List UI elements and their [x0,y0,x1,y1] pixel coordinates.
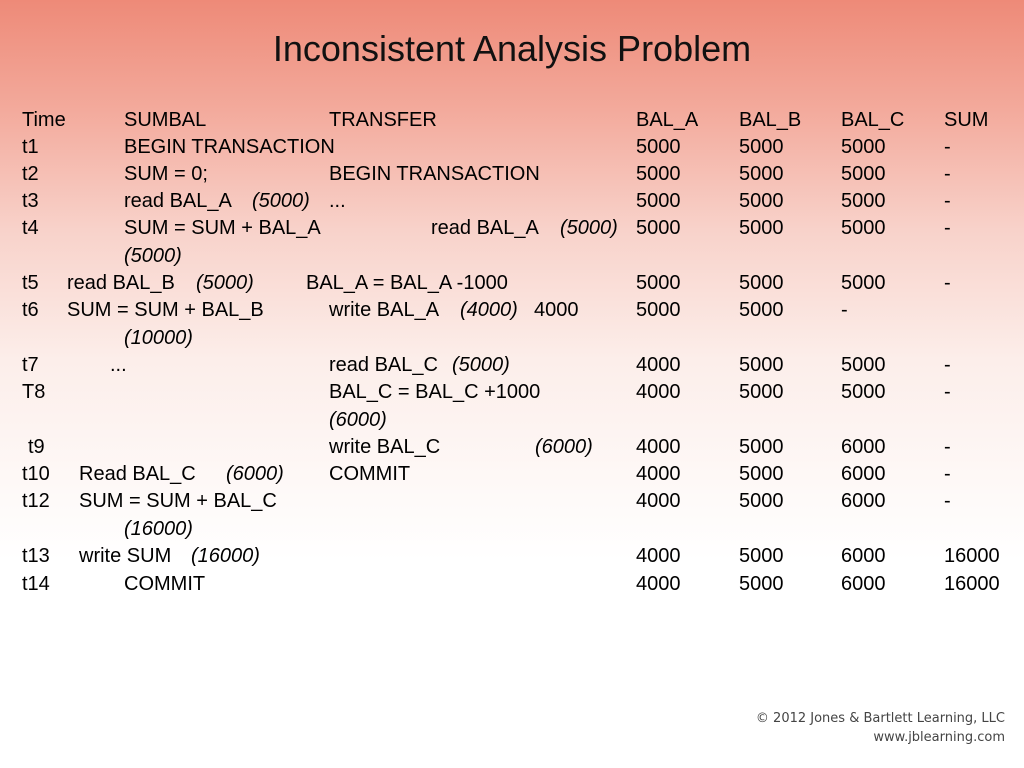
row-bal-b: 5000 [739,463,784,485]
row-bal-a: 4000 [636,381,681,403]
row-sumbal: SUM = SUM + BAL_C [79,490,277,512]
row-bal-a: 5000 [636,163,681,185]
row-sumbal: SUM = 0; [124,163,208,185]
row-bal-b: 5000 [739,436,784,458]
row-sumbal-value: (10000) [124,327,193,349]
row-sumbal-value: (5000) [124,245,182,267]
row-bal-c: 5000 [841,381,886,403]
copyright-line: © 2012 Jones & Bartlett Learning, LLC [755,711,1005,726]
row-bal-b: 5000 [739,136,784,158]
row-time: t13 [22,545,50,567]
header-bal-a: BAL_A [636,109,699,131]
copyright-notice [756,709,1005,747]
row-sumbal: BEGIN TRANSACTION [124,136,335,158]
row-transfer-value: (6000) [329,409,387,431]
row-sumbal-value: (16000) [124,518,193,540]
row-bal-b: 5000 [739,190,784,212]
row-transfer: write BAL_C [329,436,441,458]
row-bal-b: 5000 [739,573,784,595]
slide-title: Inconsistent Analysis Problem [272,28,752,69]
row-transfer-value: (5000) [560,217,618,239]
row-sum: 16000 [944,545,1000,567]
row-bal-a: 4000 [636,463,681,485]
row-bal-c: 6000 [841,573,886,595]
row-transfer: write BAL_A [329,299,440,321]
row-bal-c: 5000 [841,190,886,212]
row-sumbal: read BAL_A [124,190,232,212]
row-sum: - [944,163,951,185]
row-sum: - [944,190,951,212]
row-sumbal: COMMIT [124,573,206,595]
header-transfer: TRANSFER [329,109,437,131]
row-bal-b: 5000 [739,217,784,239]
row-bal-c: 5000 [841,272,886,294]
row-bal-c: 5000 [841,136,886,158]
row-bal-a: 4000 [636,490,681,512]
row-sumbal: SUM = SUM + BAL_B [67,299,264,321]
row-sumbal-value: (5000) [196,272,254,294]
row-time: t12 [22,490,50,512]
row-bal-b: 5000 [739,299,784,321]
row-transfer: BAL_A = BAL_A -1000 [306,272,508,294]
row-sum: - [944,381,951,403]
row-time: t14 [22,573,50,595]
row-transfer: read BAL_C [329,354,438,376]
row-bal-b: 5000 [739,354,784,376]
row-sumbal-value: (5000) [252,190,310,212]
row-sum: - [944,354,951,376]
row-bal-c: 5000 [841,354,886,376]
header-time: Time [22,109,66,131]
row-transfer: ... [329,190,346,212]
row-bal-b: 5000 [739,272,784,294]
row-sum: - [944,217,951,239]
row-sumbal-value: (6000) [226,463,284,485]
row-transfer: BAL_C = BAL_C +1000 [329,381,541,403]
row-bal-c: 6000 [841,545,886,567]
row-transfer: read BAL_A [431,217,539,239]
row-time: T8 [22,381,46,403]
row-time: t4 [22,217,39,239]
row-sum: - [944,436,951,458]
row-time: t3 [22,190,39,212]
row-bal-b: 5000 [739,163,784,185]
row-bal-c: 6000 [841,436,886,458]
row-bal-b: 5000 [739,381,784,403]
row-time: t10 [22,463,50,485]
row-bal-a: 4000 [636,545,681,567]
row-transfer-value: (5000) [452,354,510,376]
row-time: t1 [22,136,39,158]
row-bal-a: 4000 [636,354,681,376]
header-sumbal: SUMBAL [124,109,207,131]
row-bal-c: 6000 [841,463,886,485]
website-url: www.jblearning.com [873,730,1005,745]
row-bal-a: 5000 [636,272,681,294]
row-bal-c: 6000 [841,490,886,512]
row-sumbal: Read BAL_C [79,463,196,485]
row-transfer: BEGIN TRANSACTION [329,163,540,185]
row-bal-c: 5000 [841,217,886,239]
row-sum: 16000 [944,573,1000,595]
header-bal-b: BAL_B [739,109,802,131]
row-time: t6 [22,299,39,321]
row-bal-b: 5000 [739,545,784,567]
row-sum: - [944,463,951,485]
row-sum: - [944,136,951,158]
row-sumbal: ... [110,354,127,376]
row-bal-b: 5000 [739,490,784,512]
header-bal-c: BAL_C [841,109,905,131]
row-bal-a: 4000 [636,436,681,458]
row-time: t9 [28,436,45,458]
row-bal-a: 5000 [636,190,681,212]
row-time: t7 [22,354,39,376]
row-transfer-value: (6000) [535,436,593,458]
row-sum: - [944,490,951,512]
row-bal-a: 4000 [636,573,681,595]
row-bal-c: - [841,299,848,321]
row-bal-a: 5000 [636,136,681,158]
row-sum: - [944,272,951,294]
header-sum: SUM [944,109,989,131]
row-bal-a: 5000 [636,299,681,321]
row-transfer: COMMIT [329,463,411,485]
row-bal-c: 5000 [841,163,886,185]
row-sumbal: read BAL_B [67,272,175,294]
row-time: t2 [22,163,39,185]
row-sumbal-value: (16000) [191,545,260,567]
row-transfer-extra: 4000 [534,299,579,321]
row-time: t5 [22,272,39,294]
row-transfer-value: (4000) [460,299,518,321]
row-bal-a: 5000 [636,217,681,239]
row-sumbal: write SUM [79,545,172,567]
row-sumbal: SUM = SUM + BAL_A [124,217,321,239]
